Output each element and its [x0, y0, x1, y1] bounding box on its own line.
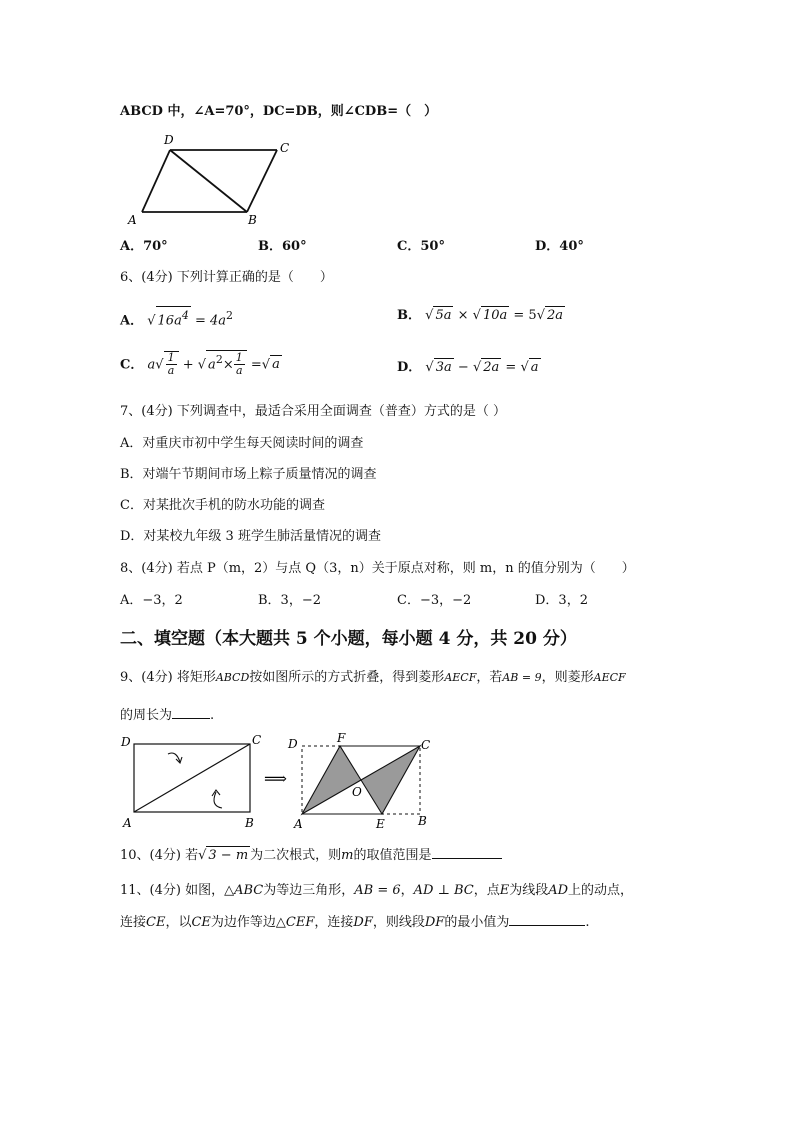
right-label-C: C: [421, 738, 431, 752]
radical-icon: √: [520, 360, 529, 375]
q6-c-times: ×: [222, 357, 234, 373]
q6-option-a: [120, 306, 233, 330]
q6-c-rad2: [206, 350, 247, 377]
label-A: A: [128, 213, 137, 225]
q11-l1h: E: [499, 883, 510, 898]
q10-p2: 为二次根式，则: [250, 848, 342, 863]
radical-icon: √: [425, 308, 434, 323]
left-label-D: D: [121, 735, 131, 749]
q8-option-d: D．3，2: [535, 593, 588, 608]
label-C: C: [280, 141, 290, 155]
q9-line1: [120, 669, 626, 687]
q11-l2b: CE: [146, 915, 166, 930]
q8-stem: 8、(4分) 若点 P（m，2）与点 Q（3，n）关于原点对称，则 m，n 的值分别为（ ）: [120, 561, 635, 576]
right-label-D: D: [288, 737, 298, 751]
q6-b-r2: 10a: [482, 308, 508, 323]
q9-m4: AECF: [593, 671, 626, 684]
q11-l2d: CE: [191, 915, 211, 930]
q10-p1: 10、(4分) 若: [120, 848, 199, 863]
q9-p3: ，若: [476, 670, 503, 685]
q6-option-d: [397, 358, 541, 377]
right-label-O: O: [352, 785, 362, 799]
q11-l2i: ，则线段: [372, 915, 425, 930]
q9-p2: 按如图所示的方式折叠，得到菱形: [249, 670, 445, 685]
q11-l2f: △CEF: [275, 915, 315, 930]
q11-l1i: 为线段: [509, 883, 549, 898]
right-label-E: E: [376, 817, 385, 831]
q6-d-eq: =: [505, 360, 517, 375]
q11-l1c: 为等边三角形，: [263, 883, 355, 898]
q6-b-r3: 2a: [546, 308, 564, 323]
arrow-icon: ⟹: [264, 769, 287, 788]
q11-l2h: DF: [353, 915, 373, 930]
q5-option-b: B．60°: [258, 239, 307, 254]
fold-figure: [118, 732, 448, 832]
q11-l2a: 连接: [120, 915, 147, 930]
q11-l1a: 11、(4分) 如图，: [120, 883, 225, 898]
radical-icon: √: [155, 357, 164, 373]
q5-option-a: A．70°: [120, 239, 168, 254]
q6-b-eq: = 5: [513, 308, 537, 323]
q6-b-times: ×: [457, 308, 469, 323]
left-label-C: C: [252, 733, 262, 747]
q9-m3: AB = 9: [502, 671, 542, 684]
q6-option-b: [397, 306, 565, 325]
label-B: B: [248, 213, 257, 225]
q6-c-frac2: [234, 352, 245, 377]
q6-c-eq: =: [250, 357, 262, 373]
q11-l1b: △ABC: [224, 883, 264, 898]
q6-a-rhs: = 4a: [194, 313, 227, 329]
q6-c-plus: +: [182, 357, 194, 373]
answer-blank[interactable]: [432, 846, 502, 859]
q9-line2: [120, 706, 214, 725]
q6-c-a2exp: 2: [215, 353, 223, 366]
q6-d-prefix: D．: [397, 360, 422, 375]
q6-d-r2: 2a: [483, 360, 500, 375]
q5-stem: ABCD 中，∠A=70°，DC=DB，则∠CDB=（ ）: [120, 104, 438, 119]
q11-l2k: 的最小值为: [444, 915, 510, 930]
q6-c-f1n: 1: [167, 351, 175, 365]
q6-c-a2: a: [208, 357, 216, 373]
radical-icon: √: [472, 308, 481, 323]
q6-c-f2n: 1: [235, 351, 243, 365]
radical-icon: √: [536, 308, 545, 323]
q6-b-prefix: B．: [397, 308, 421, 323]
q6-c-f1d: a: [167, 364, 175, 378]
q9-line2-end: .: [210, 708, 215, 723]
q11-l2g: ，连接: [314, 915, 354, 930]
q6-a-rhs-exp: 2: [226, 309, 234, 322]
q6-b-r1: 5a: [435, 308, 452, 323]
q6-d-r1: 3a: [435, 360, 452, 375]
q6-d-minus: −: [457, 360, 469, 375]
q11-l1f: AD ⊥ BC: [413, 883, 474, 898]
q6-a-rad: 16a: [157, 313, 182, 329]
left-label-B: B: [245, 816, 254, 830]
radical-icon: √: [147, 313, 156, 329]
q10-rad: 3 − m: [208, 848, 249, 863]
q6-c-prefix: C．: [120, 357, 144, 373]
q6-a-radicand: [156, 306, 191, 330]
q9-p1: 9、(4分) 将矩形: [120, 670, 216, 685]
q11-line2: [120, 913, 589, 932]
q11-l1d: AB = 6: [354, 883, 401, 898]
q9-m1: ABCD: [215, 671, 250, 684]
q5-option-c: C．50°: [397, 239, 445, 254]
q8-option-b: B．3，−2: [258, 593, 321, 608]
q9-p4: ，则菱形: [541, 670, 594, 685]
q7-option-d: D．对某校九年级 3 班学生肺活量情况的调查: [120, 529, 381, 544]
label-D: D: [164, 133, 174, 147]
q5-option-d: D．40°: [535, 239, 584, 254]
right-label-B: B: [418, 814, 427, 828]
section-title: 二、填空题（本大题共 5 个小题，每小题 4 分，共 20 分）: [120, 629, 577, 649]
q6-stem: 6、(4分) 下列计算正确的是（ ）: [120, 270, 333, 285]
right-label-F: F: [337, 732, 346, 745]
parallelogram-figure: [120, 130, 300, 225]
q8-option-c: C．−3，−2: [397, 593, 472, 608]
q6-a-prefix: A．: [120, 313, 144, 329]
q10-line: [120, 846, 502, 865]
q11-l2l: .: [585, 915, 590, 930]
q11-l1g: ，点: [473, 883, 500, 898]
q11-l1j: AD: [548, 883, 569, 898]
q7-option-c: C．对某批次手机的防水功能的调查: [120, 498, 325, 513]
q6-c-r: a: [272, 357, 280, 373]
q7-option-a: A．对重庆市初中学生每天阅读时间的调查: [120, 436, 364, 451]
q6-a-exp: 4: [181, 309, 189, 322]
q6-option-c: [120, 350, 282, 377]
q8-option-a: A．−3，2: [120, 593, 183, 608]
radical-icon: √: [261, 357, 271, 373]
radical-icon: √: [197, 357, 207, 373]
q7-option-b: B．对端午节期间市场上粽子质量情况的调查: [120, 467, 377, 482]
q7-stem: 7、(4分) 下列调查中，最适合采用全面调查（普查）方式的是（ ）: [120, 404, 506, 419]
q6-c-a: a: [147, 357, 156, 373]
radical-icon: √: [425, 360, 434, 375]
answer-blank[interactable]: [172, 706, 210, 719]
q11-line1: [120, 882, 633, 900]
q6-c-frac1: [166, 352, 177, 377]
q6-c-rad1: [164, 351, 179, 377]
q10-p3: 的取值范围是: [353, 848, 432, 863]
q6-d-r3: a: [530, 360, 539, 375]
q11-l2e: 为边作等边: [210, 915, 276, 930]
q11-l2j: DF: [424, 915, 445, 930]
q6-c-f2d: a: [235, 364, 243, 378]
left-label-A: A: [123, 816, 132, 830]
q11-l1e: ，: [400, 883, 414, 898]
right-label-A: A: [294, 817, 303, 831]
radical-icon: √: [198, 848, 207, 863]
radical-icon: √: [472, 360, 482, 375]
q9-m2: AECF: [444, 671, 477, 684]
q9-line2-text: 的周长为: [120, 708, 173, 723]
answer-blank[interactable]: [509, 913, 585, 926]
q11-l2c: ，以: [165, 915, 192, 930]
q10-m: m: [341, 848, 354, 863]
q11-l1k: 上的动点，: [568, 883, 634, 898]
